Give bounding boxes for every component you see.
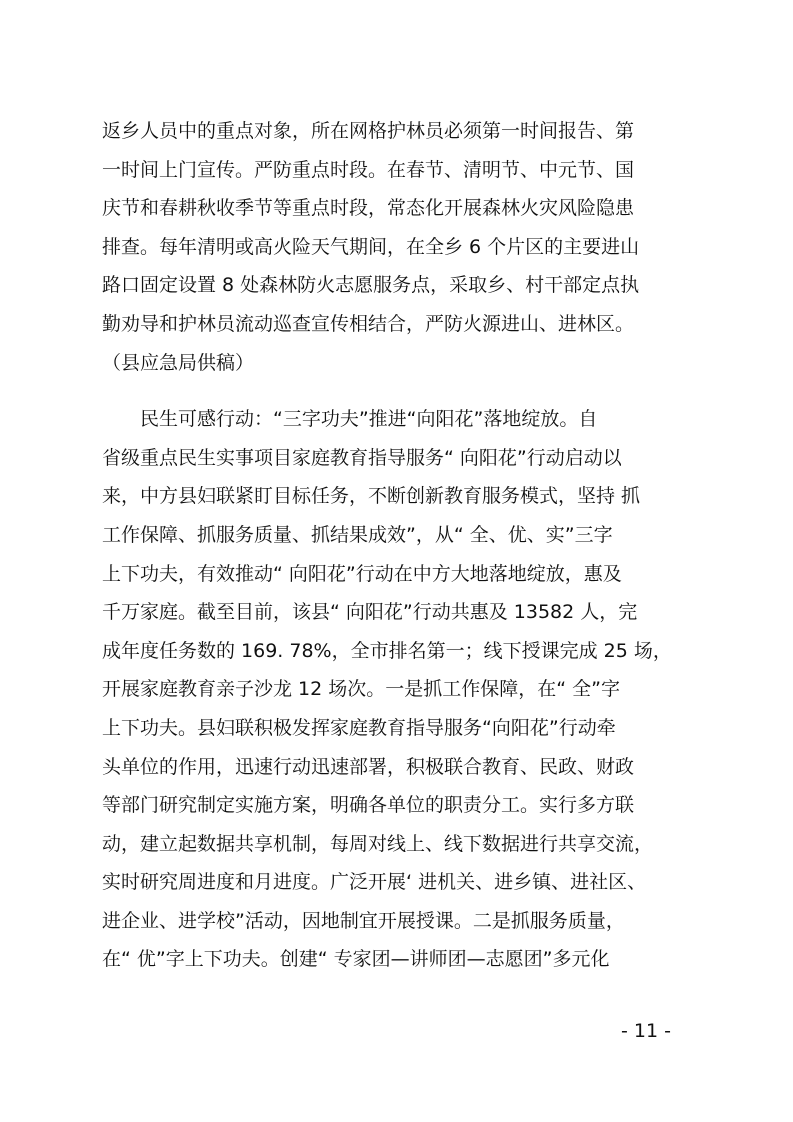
paragraph-1 [102,112,702,382]
text-line: 庆节和春耕秋收季节等重点时段，常态化开展森林火灾风险隐患 [102,197,635,220]
text-line: 上下功夫，有效推动“ 向阳花”行动在中方大地落地绽放，惠及 [102,562,622,585]
body-text [102,112,702,979]
text-line: 千万家庭。截至目前，该县“ 向阳花”行动共惠及 13582 人，完 [102,601,638,624]
text-line: 上下功夫。县妇联积极发挥家庭教育指导服务“向阳花”行动牵 [102,716,616,739]
text-line: 一时间上门宣传。严防重点时段。在春节、清明节、中元节、国 [102,158,635,181]
text-line: 等部门研究制定实施方案，明确各单位的职责分工。实行多方联 [102,794,635,817]
text-line: 返乡人员中的重点对象，所在网格护林员必须第一时间报告、第 [102,120,635,142]
text-line: 省级重点民生实事项目家庭教育指导服务“ 向阳花”行动启动以 [102,446,622,469]
text-line: 实时研究周进度和月进度。广泛开展‘ 进机关、进乡镇、进社区、 [102,871,647,894]
text-line: 进企业、进学校”活动，因地制宜开展授课。二是抓服务质量， [102,909,625,932]
text-line: 民生可感行动：“三字功夫”推进“向阳花”落地绽放。自 [102,408,598,431]
text-line: 工作保障、抓服务质量、抓结果成效”，从“ 全、优、实”三字 [102,523,613,546]
text-line: 动，建立起数据共享机制，每周对线上、线下数据进行共享交流， [102,832,654,855]
text-line: 在“ 优”字上下功夫。创建“ 专家团—讲师团—志愿团”多元化 [102,948,610,971]
text-line: 开展家庭教育亲子沙龙 12 场次。一是抓工作保障，在“ 全”字 [102,678,620,701]
text-line: 来，中方县妇联紧盯目标任务，不断创新教育服务模式，坚持 抓 [102,485,641,508]
page-number: - 11 - [621,1020,671,1042]
paragraph-2 [102,400,702,979]
text-line: （县应急局供稿） [102,351,255,374]
text-line: 排查。每年清明或高火险天气期间，在全乡 6 个片区的主要进山 [102,235,640,258]
text-line: 路口固定设置 8 处森林防火志愿服务点，采取乡、村干部定点执 [102,274,640,297]
text-line: 勤劝导和护林员流动巡查宣传相结合，严防火源进山、进林区。 [102,312,635,335]
text-line: 成年度任务数的 169. 78%，全市排名第一；线下授课完成 25 场， [102,639,672,662]
paragraph-gap [102,382,702,400]
text-line: 头单位的作用，迅速行动迅速部署，积极联合教育、民政、财政 [102,755,635,778]
